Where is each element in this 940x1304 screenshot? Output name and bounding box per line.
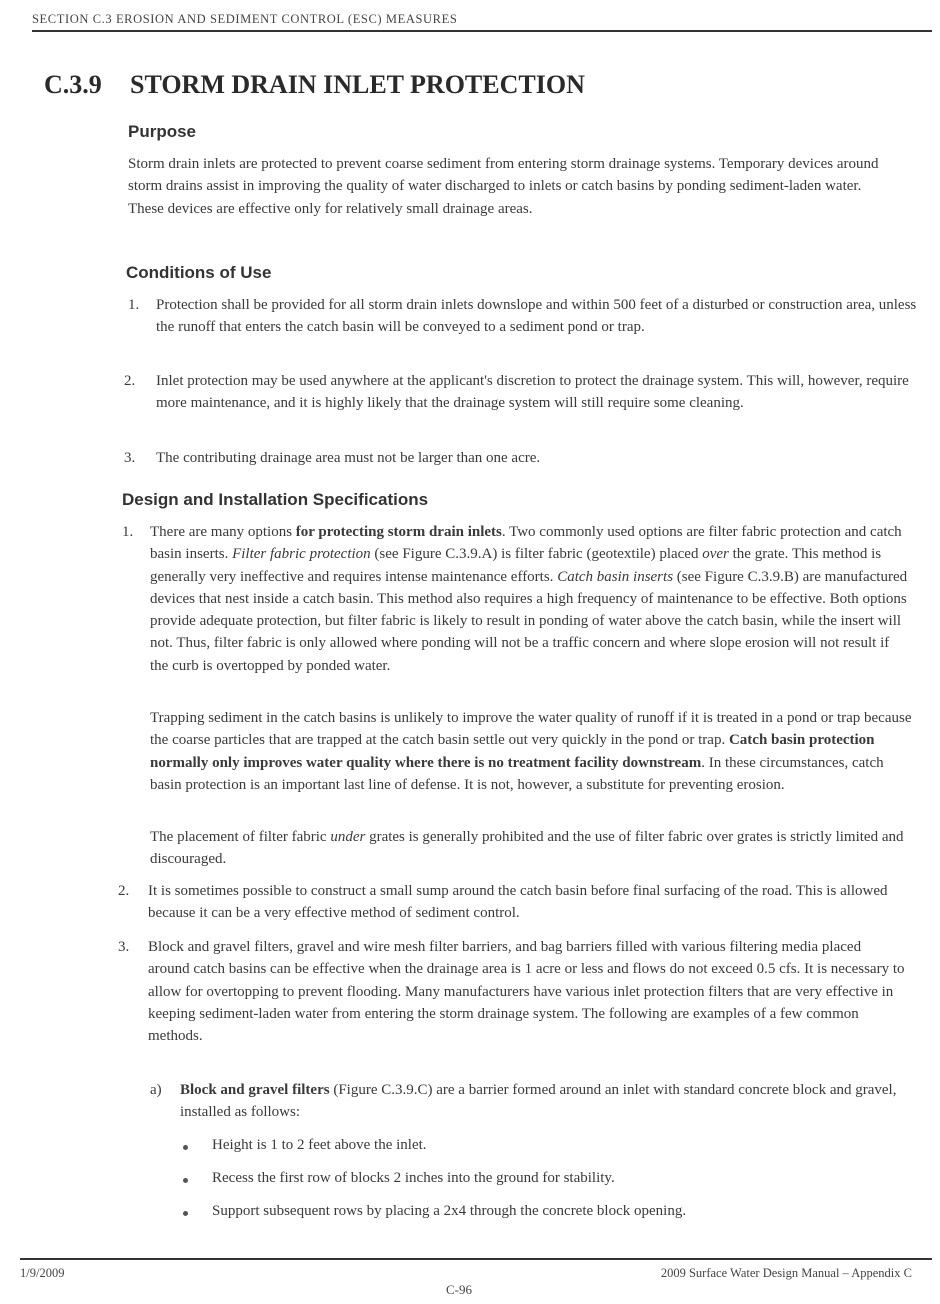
bullet-icon [183, 1178, 188, 1183]
conditions-heading: Conditions of Use [126, 263, 272, 282]
design-item-2-text: It is sometimes possible to construct a small sump around the catch basin before final surfacing of the road. This is allowed because it can be a very effective method of sediment control. [148, 883, 888, 922]
conditions-item-3-text: The contributing drainage area must not be larger than one acre. [156, 450, 541, 466]
design-item-3-text: Block and gravel filters, gravel and wire mesh filter barriers, and bag barriers filled with various filtering media placed around catch basins can be effective when the drainage area is 1 acre or less and flows do not exceed 0.5 cfs. It is necessary to allow for overtopping to prevent flooding. Many manufacturers have various inlet protection filters that are very effective in keeping sediment-laden water from entering the storm drainage system. The following are examples of a few common methods. [148, 939, 905, 1045]
footer-date: 1/9/2009 [20, 1266, 65, 1280]
section-title-text: STORM DRAIN INLET PROTECTION [130, 70, 585, 99]
section-title [44, 70, 585, 100]
conditions-item-3-number: 3. [124, 450, 136, 466]
design-item-1-number: 1. [122, 524, 134, 540]
design-item-1-paragraph-3: The placement of filter fabric under grates is generally prohibited and the use of filter fabric over grates is strictly limited and discouraged. [150, 829, 904, 868]
design-item-2-number: 2. [118, 883, 130, 899]
purpose-text: Storm drain inlets are protected to prevent coarse sediment from entering storm drainage systems. Temporary devices around storm drains assist in improving the quality of water discharged to inlets or catch basins by ponding sediment-laden water. These devices are effective only for relatively small drainage areas. [128, 156, 879, 217]
bullet-item-1: Height is 1 to 2 feet above the inlet. [212, 1137, 427, 1153]
conditions-item-2-number: 2. [124, 373, 136, 389]
design-item-1-paragraph-2: Trapping sediment in the catch basins is unlikely to improve the water quality of runoff if it is treated in a pond or trap because the coarse particles that are trapped at the catch basin settle out very quickly in the pond or trap. Catch basin protection normally only improves water quality where there is no treatment facility downstream. In these circumstances, catch basin protection is an important last line of defense. It is not, however, a substitute for preventing erosion. [150, 710, 912, 793]
design-item-3-number: 3. [118, 939, 130, 955]
bullet-item-2: Recess the first row of blocks 2 inches into the ground for stability. [212, 1170, 615, 1186]
design-heading: Design and Installation Specifications [122, 490, 429, 509]
design-item-1-paragraph-1: There are many options for protecting storm drain inlets. Two commonly used options are filter fabric protection and catch basin inserts. Filter fabric protection (see Figure C.3.9.A) is filter fabric (geotextile) placed over the grate. This method is generally very ineffective and requires intense maintenance efforts. Catch basin inserts (see Figure C.3.9.B) are manufactured devices that nest inside a catch basin. This method also requires a high frequency of maintenance to be effective. Both options provide adequate protection, but filter fabric is likely to result in ponding of water above the catch basin, while the insert will not. Thus, filter fabric is only allowed where ponding will not be a traffic concern and where slope erosion will not result if the curb is overtopped by ponded water. [150, 524, 908, 674]
purpose-heading: Purpose [128, 122, 197, 141]
footer-rule [20, 1258, 932, 1260]
bullet-icon [183, 1211, 188, 1216]
design-item-3a-text: Block and gravel filters (Figure C.3.9.C) are a barrier formed around an inlet with standard concrete block and gravel, installed as follows: [180, 1082, 897, 1121]
header-text: SECTION C.3 EROSION AND SEDIMENT CONTROL (ESC) MEASURES [32, 12, 458, 26]
conditions-item-1-text: Protection shall be provided for all storm drain inlets downslope and within 500 feet of a disturbed or construction area, unless the runoff that enters the catch basin will be conveyed to a sediment pond or trap. [156, 297, 917, 336]
design-item-3a-label: a) [150, 1082, 162, 1098]
bullet-item-3: Support subsequent rows by placing a 2x4 through the concrete block opening. [212, 1203, 687, 1219]
section-number: C.3.9 [44, 70, 102, 99]
conditions-item-1-number: 1. [128, 297, 140, 313]
page-number: C-96 [446, 1282, 472, 1297]
header-rule [32, 30, 932, 32]
bullet-icon [183, 1145, 188, 1150]
footer-manual-title: 2009 Surface Water Design Manual – Appendix C [660, 1266, 912, 1280]
conditions-item-2-text: Inlet protection may be used anywhere at the applicant's discretion to protect the drainage system. This will, however, require more maintenance, and it is highly likely that the drainage system will still require some cleaning. [156, 373, 909, 412]
